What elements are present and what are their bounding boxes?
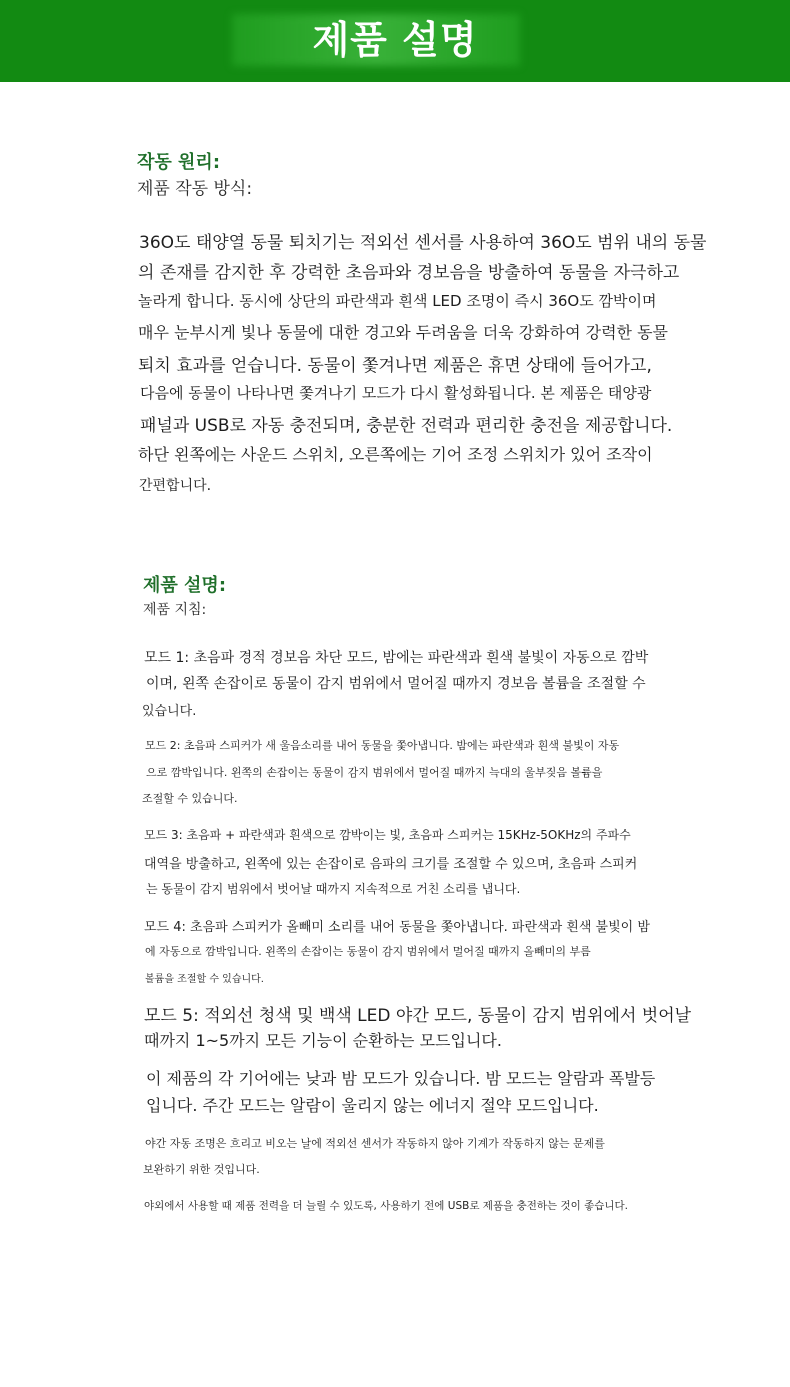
- guide-line: 모드 4: 초음파 스피커가 올빼미 소리를 내어 동물을 쫓아냅니다. 파란색과 흰색 불빛이 밤: [144, 920, 650, 935]
- guide-line: 때까지 1~5까지 모든 기능이 순환하는 모드입니다.: [144, 1031, 502, 1050]
- principle-line: 퇴치 효과를 얻습니다. 동물이 쫓겨나면 제품은 휴면 상태에 들어가고,: [138, 356, 652, 376]
- guide-line: 에 자동으로 깜박입니다. 왼쪽의 손잡이는 동물이 감지 범위에서 멀어질 때까지 올빼미의 부름: [145, 945, 591, 958]
- guide-line: 대역을 방출하고, 왼쪽에 있는 손잡이로 음파의 크기를 조절할 수 있으며, 초음파 스피커: [144, 857, 638, 872]
- guide-subheading: 제품 지침:: [143, 602, 207, 618]
- guide-line: 조절할 수 있습니다.: [142, 792, 238, 805]
- guide-line: 모드 2: 초음파 스피커가 새 울음소리를 내어 동물을 쫓아냅니다. 밤에는 파란색과 흰색 불빛이 자동: [145, 739, 620, 752]
- guide-line: 보완하기 위한 것입니다.: [143, 1163, 260, 1176]
- principle-line: 매우 눈부시게 빛나 동물에 대한 경고와 두려움을 더욱 강화하여 강력한 동물: [138, 323, 668, 342]
- guide-line: 모드 3: 초음파 + 파란색과 흰색으로 깜박이는 빛, 초음파 스피커는 15KHz-5OKHz의 주파수: [144, 828, 631, 842]
- guide-line: 모드 1: 초음파 경적 경보음 차단 모드, 밤에는 파란색과 흰색 불빛이 자동으로 깜박: [144, 650, 649, 666]
- guide-line: 있습니다.: [142, 704, 197, 719]
- page-title: 제품 설명: [312, 18, 478, 62]
- guide-line: 이며, 왼쪽 손잡이로 동물이 감지 범위에서 멀어질 때까지 경보음 볼륨을 조절할 수: [146, 676, 646, 692]
- principle-line: 다음에 동물이 나타나면 쫓겨나기 모드가 다시 활성화됩니다. 본 제품은 태양광: [140, 384, 652, 402]
- guide-line: 야외에서 사용할 때 제품 전력을 더 늘릴 수 있도록, 사용하기 전에 USB로 제품을 충전하는 것이 좋습니다.: [144, 1200, 629, 1212]
- guide-line: 이 제품의 각 기어에는 낮과 밤 모드가 있습니다. 밤 모드는 알람과 폭발등: [146, 1069, 656, 1088]
- principle-line: 36O도 태양열 동물 퇴치기는 적외선 센서를 사용하여 36O도 범위 내의 동물: [139, 233, 707, 253]
- title-banner: [0, 0, 790, 82]
- principle-line: 하단 왼쪽에는 사운드 스위치, 오른쪽에는 기어 조정 스위치가 있어 조작이: [138, 445, 653, 464]
- guide-heading: 제품 설명:: [143, 575, 227, 596]
- guide-line: 볼륨을 조절할 수 있습니다.: [145, 974, 264, 985]
- principle-heading: 작동 원리:: [137, 152, 221, 173]
- principle-line: 간편합니다.: [139, 478, 212, 494]
- guide-line: 모드 5: 적외선 청색 및 백색 LED 야간 모드, 동물이 감지 범위에서 벗어날: [144, 1006, 692, 1026]
- guide-line: 으로 깜박입니다. 왼쪽의 손잡이는 동물이 감지 범위에서 멀어질 때까지 늑대의 울부짖음 볼륨을: [146, 766, 603, 779]
- principle-subheading: 제품 작동 방식:: [137, 179, 253, 199]
- principle-line: 패널과 USB로 자동 충전되며, 충분한 전력과 편리한 충전을 제공합니다.: [140, 416, 673, 436]
- guide-line: 는 동물이 감지 범위에서 벗어날 때까지 지속적으로 거친 소리를 냅니다.: [146, 882, 521, 896]
- guide-line: 입니다. 주간 모드는 알람이 울리지 않는 에너지 절약 모드입니다.: [146, 1096, 599, 1115]
- principle-line: 놀라게 합니다. 동시에 상단의 파란색과 흰색 LED 조명이 즉시 36O도 깜박이며: [138, 292, 657, 310]
- guide-line: 야간 자동 조명은 흐리고 비오는 날에 적외선 센서가 작동하지 않아 기계가 작동하지 않는 문제를: [145, 1137, 605, 1150]
- principle-line: 의 존재를 감지한 후 강력한 초음파와 경보음을 방출하여 동물을 자극하고: [138, 263, 680, 283]
